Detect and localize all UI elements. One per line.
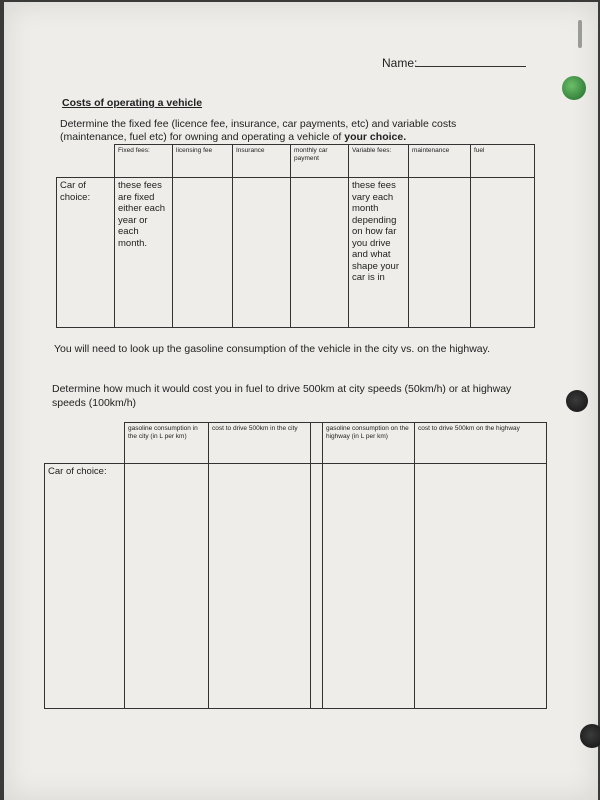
intro-text: Determine the fixed fee (licence fee, insurance, car payments, etc) and variable costs (maintenance, fuel etc) for owning and operating a vehicle of <box>60 118 457 143</box>
monthly-car-payment-cell[interactable] <box>291 178 349 328</box>
header-city-cost: cost to drive 500km in the city <box>209 423 311 464</box>
instruction-lookup: You will need to look up the gasoline consumption of the vehicle in the city vs. on the highway. <box>54 343 491 355</box>
intro-paragraph <box>60 118 490 144</box>
header-city-consumption: gasoline consumption in the city (in L per km) <box>125 423 209 464</box>
row-label-car-of-choice: Car of choice: <box>57 178 115 328</box>
header-insurance: Insurance <box>233 145 291 178</box>
worksheet-page <box>4 2 598 800</box>
binder-hole <box>580 724 600 748</box>
binder-hole <box>562 76 586 100</box>
city-cost-cell[interactable] <box>209 464 311 709</box>
variable-fees-note: these fees vary each month depending on how far you drive and what shape your car is in <box>349 178 409 328</box>
highway-consumption-cell[interactable] <box>323 464 415 709</box>
fixed-fees-note: these fees are fixed either each year or each month. <box>115 178 173 328</box>
maintenance-cell[interactable] <box>409 178 471 328</box>
spacer-cell <box>311 464 323 709</box>
instruction-compute: Determine how much it would cost you in fuel to drive 500km at city speeds (50km/h) or at highway speeds (100km/h) <box>52 383 512 409</box>
header-variable-fees: Variable fees: <box>349 145 409 178</box>
pen-clip <box>578 20 582 48</box>
header-fuel: fuel <box>471 145 535 178</box>
header-blank-cell <box>57 145 115 178</box>
name-field-line[interactable] <box>416 66 526 67</box>
name-label: Name: <box>382 56 418 70</box>
intro-emphasis: your choice. <box>344 131 407 143</box>
row-label-car-of-choice: Car of choice: <box>45 464 125 709</box>
header-highway-consumption: gasoline consumption on the highway (in L per km) <box>323 423 415 464</box>
header-monthly-car-payment: monthly car payment <box>291 145 349 178</box>
header-blank-cell <box>45 423 125 464</box>
binder-hole <box>566 390 588 412</box>
costs-table <box>56 144 535 328</box>
header-highway-cost: cost to drive 500km on the highway <box>415 423 547 464</box>
header-licensing-fee: licensing fee <box>173 145 233 178</box>
highway-cost-cell[interactable] <box>415 464 547 709</box>
fuel-cost-table <box>44 422 547 709</box>
header-fixed-fees: Fixed fees: <box>115 145 173 178</box>
licensing-fee-cell[interactable] <box>173 178 233 328</box>
page-title: Costs of operating a vehicle <box>62 97 203 109</box>
header-maintenance: maintenance <box>409 145 471 178</box>
city-consumption-cell[interactable] <box>125 464 209 709</box>
header-spacer <box>311 423 323 464</box>
insurance-cell[interactable] <box>233 178 291 328</box>
fuel-cell[interactable] <box>471 178 535 328</box>
